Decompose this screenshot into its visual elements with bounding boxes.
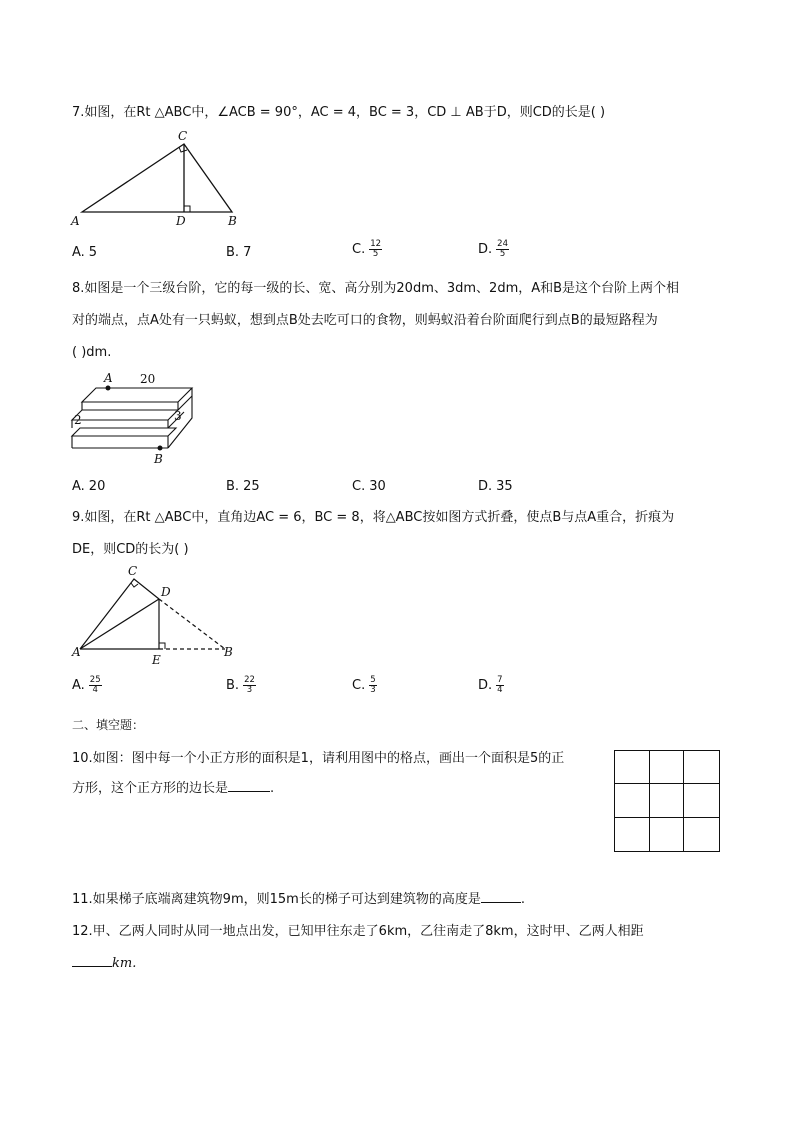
q7-label-b: B: [228, 214, 237, 228]
section-title: 二、填空题：: [72, 718, 145, 732]
q7-label-a: A: [71, 214, 80, 228]
q9-label-a: A: [72, 645, 81, 659]
q8-choice-a[interactable]: A. 20: [72, 479, 106, 494]
q7-choice-b[interactable]: B. 7: [226, 245, 252, 260]
grid-cell: [684, 751, 719, 784]
q9-stem-line1: 9.如图，在Rt △ABC中，直角边AC = 6，BC = 8，将△ABC按如图方式折叠，使点B与点A重合，折痕为: [72, 510, 675, 525]
q9-choice-c[interactable]: C. $\frac{5}{3}$: [352, 675, 376, 695]
q8-stem-line3: ( )dm.: [72, 345, 112, 360]
q9-fold-figure: [68, 562, 248, 668]
q8-label-height: 2: [74, 413, 82, 427]
fraction: $\frac{24}{5}$: [497, 239, 508, 259]
grid-cell: [684, 784, 719, 817]
q10-square-grid: [614, 750, 720, 852]
q8-stem-line1: 8.如图是一个三级台阶，它的每一级的长、宽、高分别为20dm、3dm、2dm，A和B是这个台阶上两个相: [72, 281, 680, 296]
grid-cell: [650, 818, 685, 851]
q9-choice-a[interactable]: A. $\frac{25}{4}$: [72, 675, 101, 695]
q9-stem-line2: DE，则CD的长为( ): [72, 542, 189, 557]
fraction: $\frac{7}{4}$: [497, 675, 503, 695]
q9-choice-b[interactable]: B. $\frac{22}{3}$: [226, 675, 255, 695]
q12-stem-line1: 12.甲、乙两人同时从同一地点出发，已知甲往东走了6km，乙往南走了8km，这时甲、乙两人相距: [72, 924, 644, 939]
q8-label-width: 3: [174, 409, 182, 423]
q7-stem: 7.如图，在Rt △ABC中，∠ACB = 90°，AC = 4，BC = 3，CD ⊥ AB于D，则CD的长是( ): [72, 105, 606, 120]
grid-cell: [650, 751, 685, 784]
q9-label-d: D: [161, 585, 171, 599]
q7-label-c: C: [178, 129, 188, 143]
q8-label-a: A: [104, 371, 113, 385]
grid-cell: [650, 784, 685, 817]
q9-choice-d[interactable]: D. $\frac{7}{4}$: [478, 675, 503, 695]
q8-choice-b[interactable]: B. 25: [226, 479, 260, 494]
fraction: $\frac{12}{5}$: [370, 239, 382, 259]
grid-cell: [615, 784, 650, 817]
fraction: $\frac{22}{3}$: [244, 675, 255, 695]
grid-cell: [615, 818, 650, 851]
q7-choice-a[interactable]: A. 5: [72, 245, 98, 260]
q8-stem-line2: 对的端点，点A处有一只蚂蚁，想到点B处去吃可口的食物，则蚂蚁沿着台阶面爬行到点B的最短路程为: [72, 313, 658, 328]
q8-choice-d[interactable]: D. 35: [478, 479, 513, 494]
grid-cell: [615, 751, 650, 784]
q10-stem-line2: 方形，这个正方形的边长是 .: [72, 781, 275, 796]
q11-stem: 11.如果梯子底端离建筑物9m，则15m长的梯子可达到建筑物的高度是 .: [72, 892, 525, 907]
q9-label-b: B: [224, 645, 233, 659]
q9-label-c: C: [128, 564, 138, 578]
q8-staircase-figure: [68, 370, 208, 468]
q10-stem-line1: 10.如图：图中每一个小正方形的面积是1，请利用图中的格点，画出一个面积是5的正: [72, 751, 565, 766]
q7-figure: [68, 128, 248, 230]
q8-label-b: B: [154, 452, 163, 466]
answer-blank[interactable]: [481, 892, 521, 903]
fraction: $\frac{5}{3}$: [370, 675, 376, 695]
q12-stem-line2: km.: [72, 955, 136, 973]
q9-label-e: E: [152, 653, 161, 667]
q7-choice-d[interactable]: D. $\frac{24}{5}$: [478, 239, 508, 259]
q8-label-length: 20: [140, 372, 156, 386]
fraction: $\frac{25}{4}$: [89, 675, 101, 695]
answer-blank[interactable]: [72, 956, 112, 967]
q7-choice-c[interactable]: C. $\frac{12}{5}$: [352, 239, 382, 259]
answer-blank[interactable]: [228, 781, 270, 792]
grid-cell: [684, 818, 719, 851]
q8-choice-c[interactable]: C. 30: [352, 479, 386, 494]
q7-label-d: D: [176, 214, 186, 228]
